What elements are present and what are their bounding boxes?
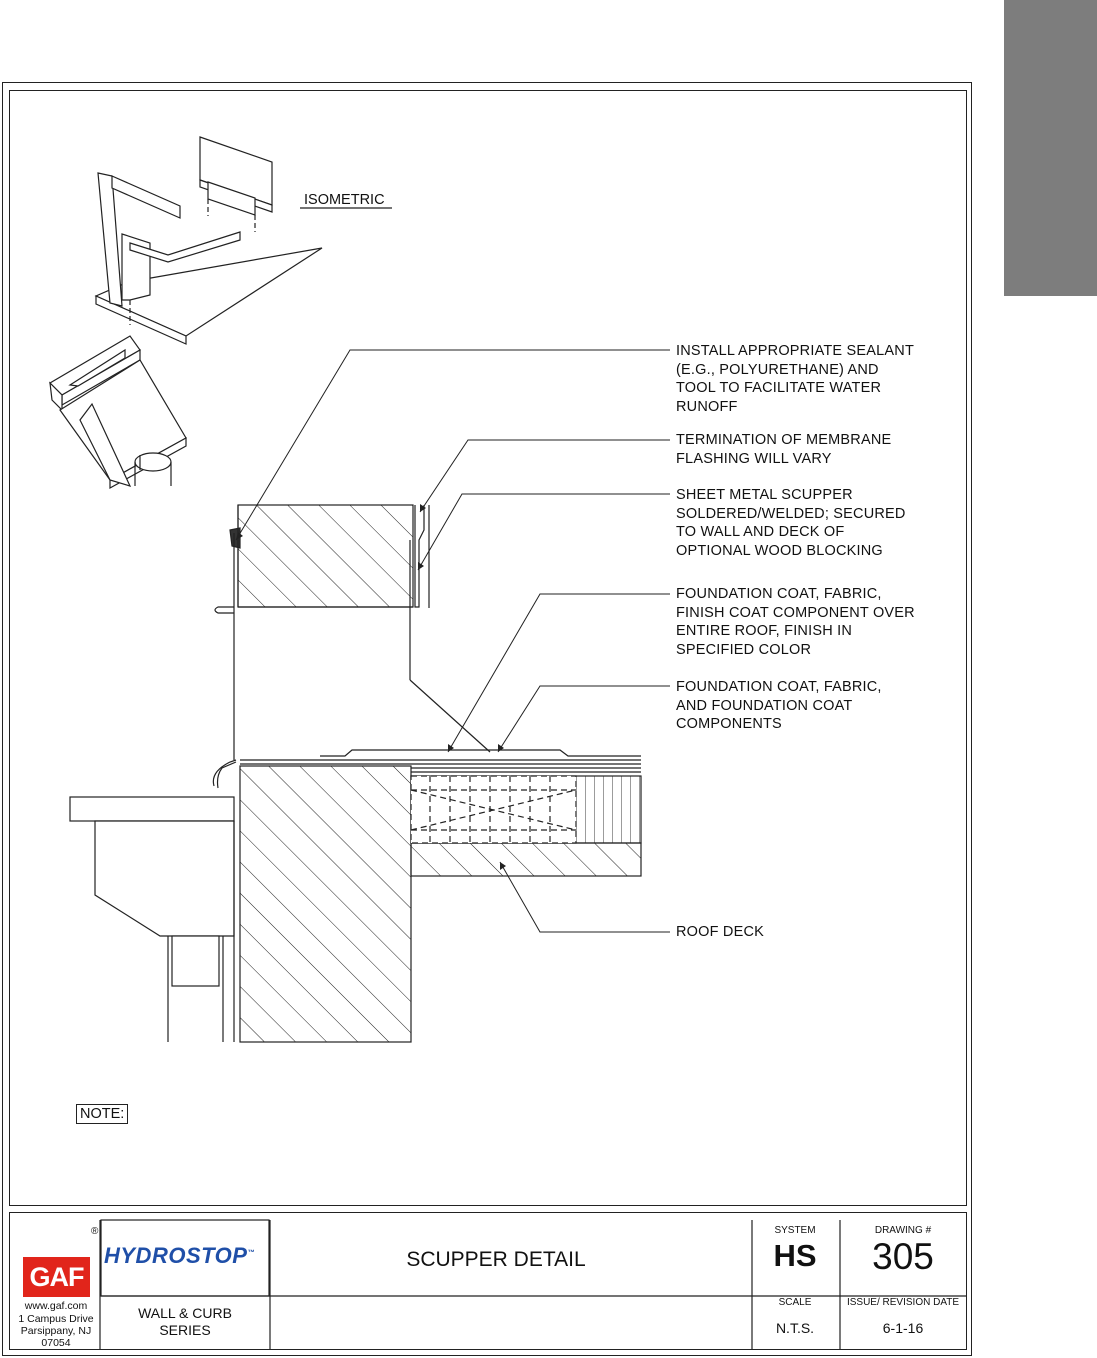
note-label: NOTE: [76,1104,128,1124]
series-label: WALL & CURB SERIES [138,1305,232,1338]
registered-mark: ® [91,1226,99,1237]
gaf-website: www.gaf.com [24,1300,88,1312]
address-line-2: Parsippany, NJ [20,1325,92,1337]
drawing-number-header: DRAWING # [874,1225,932,1236]
system-header: SYSTEM [774,1225,816,1236]
system-value: HS [773,1238,817,1273]
callout-finish-coat: FOUNDATION COAT, FABRIC, FINISH COAT COMPONENT OVER ENTIRE ROOF, FINISH IN SPECIFIED COLOR [676,586,915,658]
callout-membrane-termination: TERMINATION OF MEMBRANE FLASHING WILL VARY [676,432,892,467]
hydrostop-logo-text: HYDROSTOP [104,1243,248,1268]
drawing-title: SCUPPER DETAIL [406,1248,586,1271]
callout-foundation-coat: FOUNDATION COAT, FABRIC, AND FOUNDATION COAT COMPONENTS [676,679,882,732]
drawing-number-value: 305 [872,1236,934,1277]
address-line-3: 07054 [41,1337,71,1349]
revision-date-value: 6-1-16 [882,1320,924,1336]
hydrostop-logo [104,1243,255,1269]
scale-header: SCALE [778,1297,812,1308]
revision-date-header: ISSUE/ REVISION DATE [846,1297,960,1308]
trademark-mark: ™ [247,1249,255,1257]
scale-value: N.T.S. [775,1320,815,1336]
isometric-label: ISOMETRIC [304,192,385,208]
callout-roof-deck: ROOF DECK [676,924,764,940]
callout-sealant: INSTALL APPROPRIATE SEALANT (E.G., POLYURETHANE) AND TOOL TO FACILITATE WATER RUNOFF [676,343,915,415]
address-line-1: 1 Campus Drive [18,1313,94,1325]
gaf-logo: GAF [23,1257,90,1297]
callout-sheet-metal-scupper: SHEET METAL SCUPPER SOLDERED/WELDED; SECURED TO WALL AND DECK OF OPTIONAL WOOD BLOCKING [676,487,906,559]
